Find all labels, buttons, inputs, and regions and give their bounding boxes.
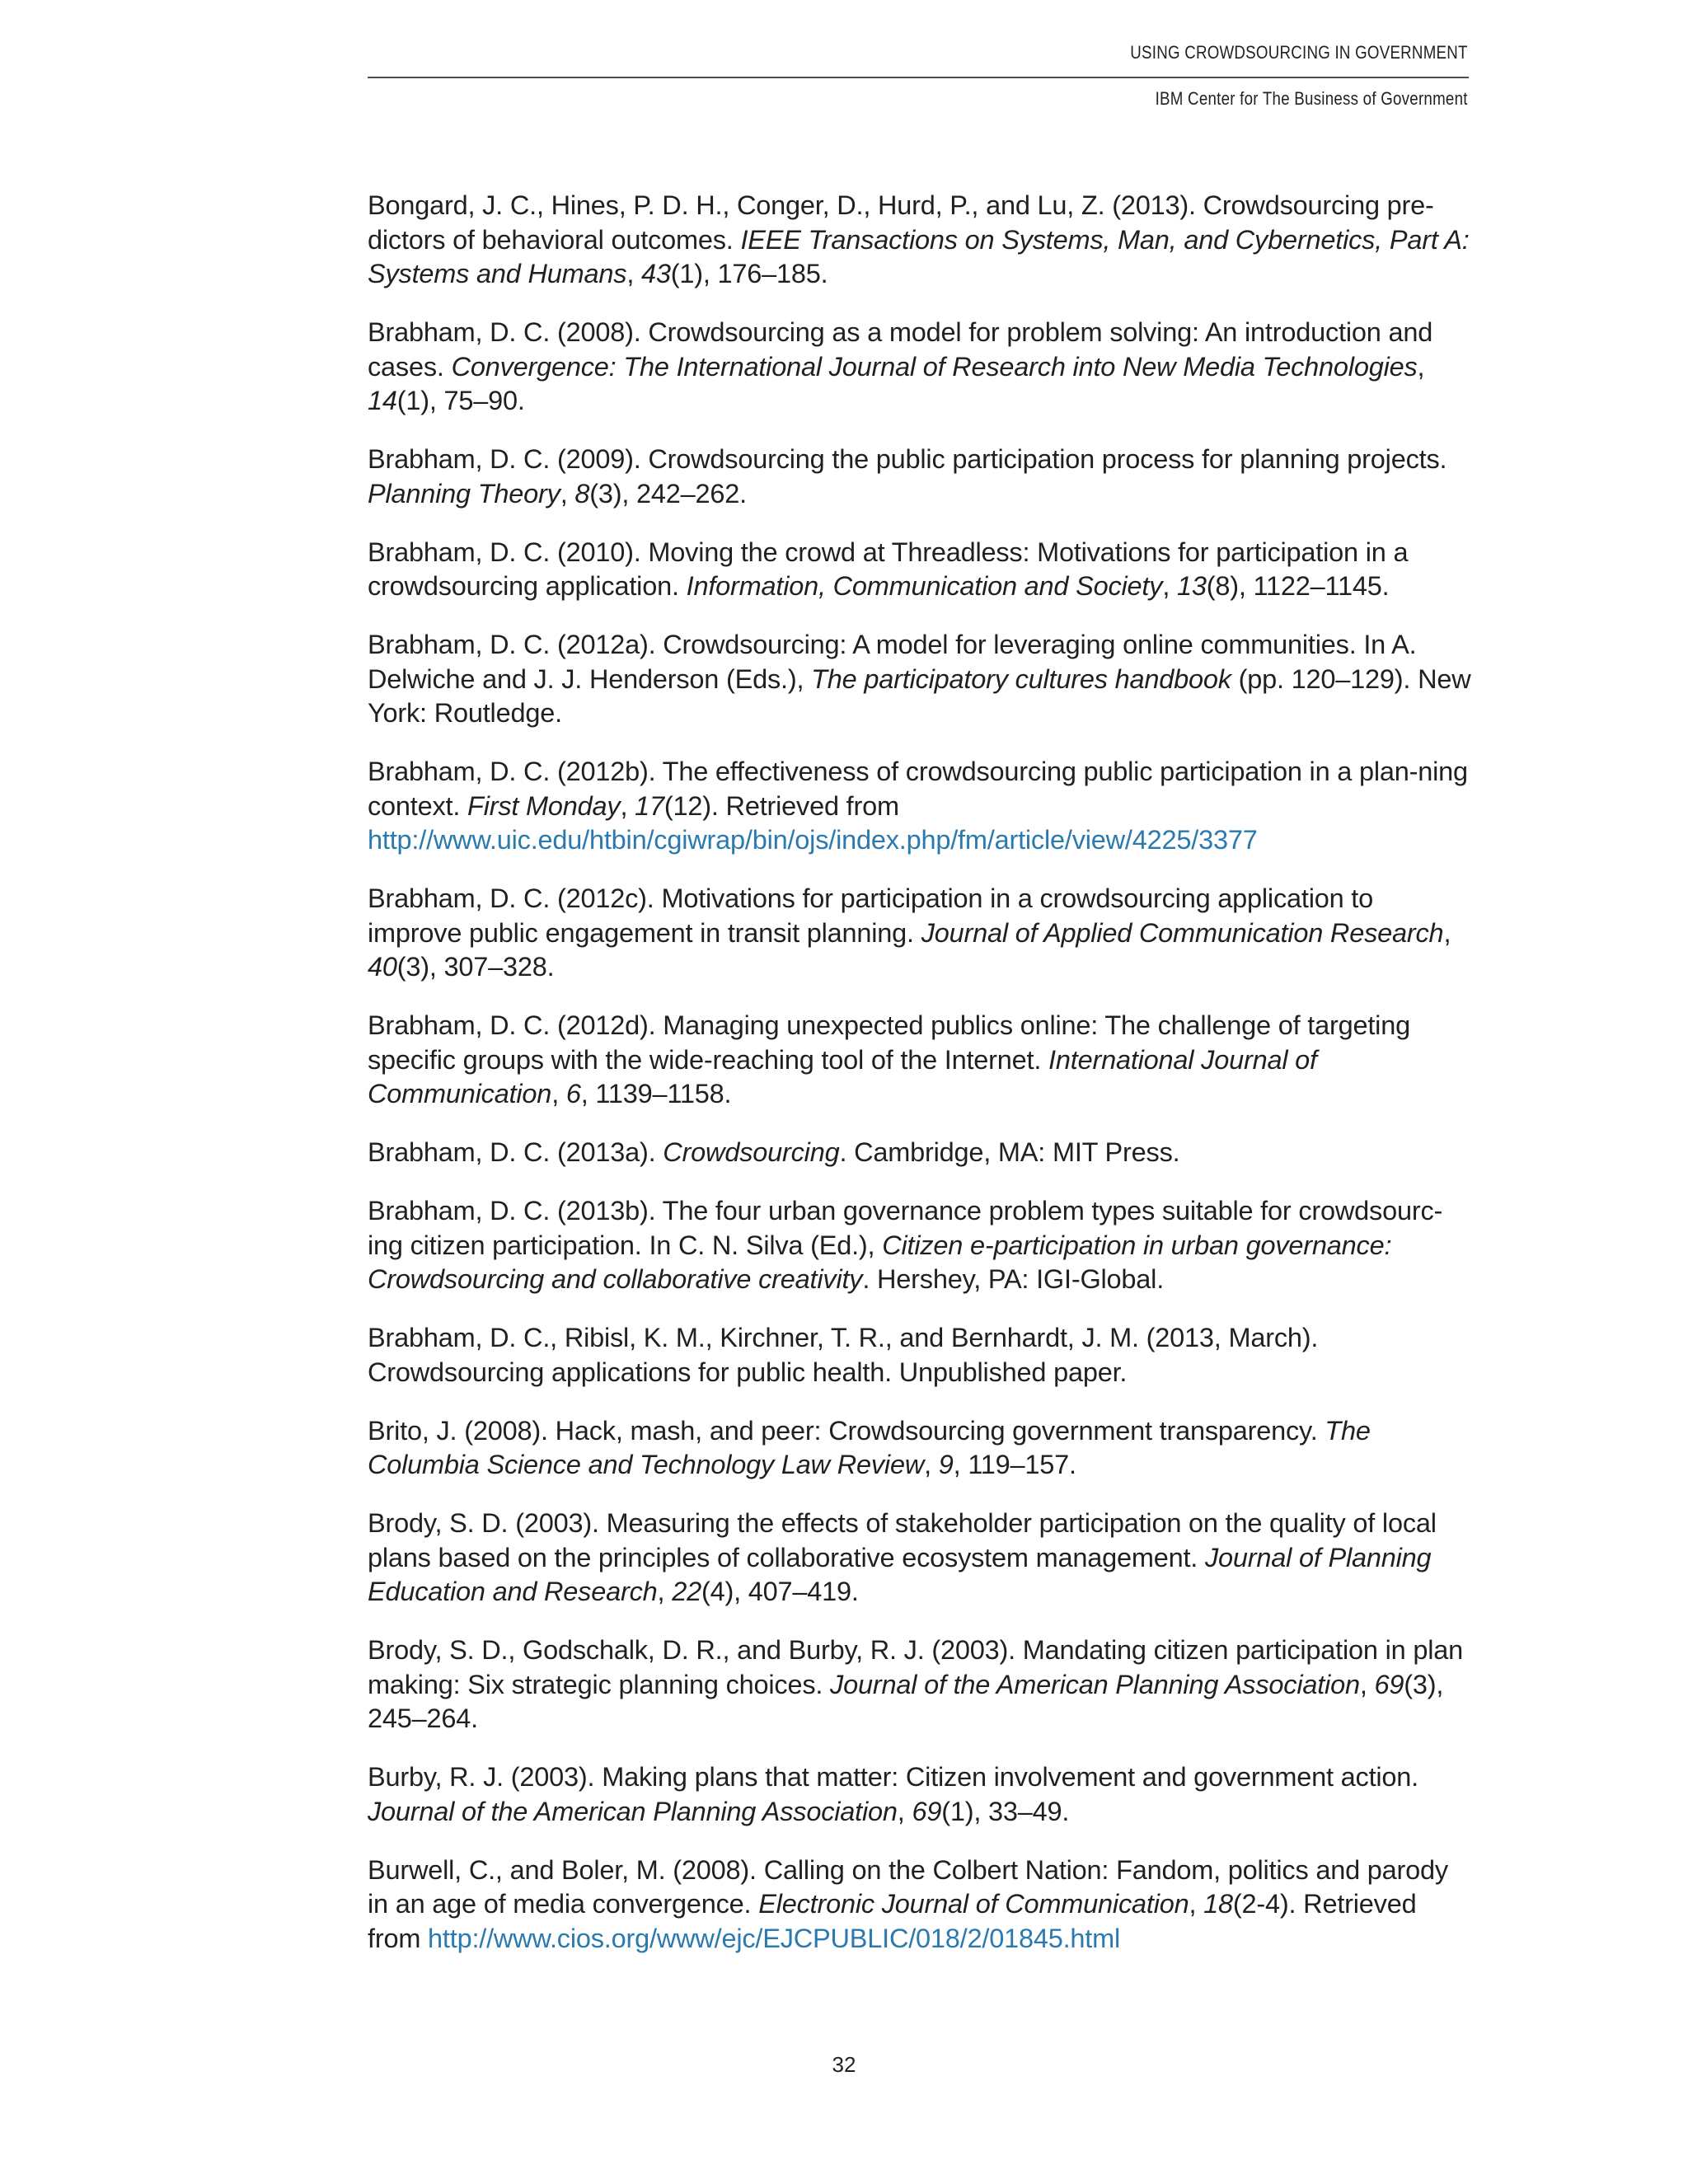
reference-text: Brabham, D. C. (2012d). Managing unexpected publics online: The challenge of targeting specific groups with the wide-reaching tool of the Internet. xyxy=(368,1010,1410,1075)
reference-separator: , xyxy=(924,1450,939,1479)
page-number: 32 xyxy=(832,2052,856,2077)
reference-details: . Hershey, PA: IGI-Global. xyxy=(862,1264,1165,1294)
reference-entry xyxy=(368,1507,1472,1610)
reference-entry xyxy=(368,882,1472,985)
reference-text: Brabham, D. C., Ribisl, K. M., Kirchner, T. R., and Bernhardt, J. M. (2013, March). Crowdsourcing applications for public health. Unpublished paper. xyxy=(368,1323,1319,1387)
reference-text: Brabham, D. C. (2010). Moving the crowd at Threadless: Motivations for participation in a crowdsourcing application. xyxy=(368,537,1409,601)
reference-source-title: First Monday xyxy=(467,790,621,821)
reference-entry xyxy=(368,536,1472,604)
reference-entry xyxy=(368,316,1472,419)
reference-source-title: Citizen e-participation in urban governance: Crowdsourcing and collaborative creativity xyxy=(368,1230,1392,1294)
reference-separator: , xyxy=(897,1796,912,1826)
reference-separator: , xyxy=(657,1577,673,1606)
reference-details: (1), 75–90. xyxy=(396,386,525,415)
reference-list xyxy=(368,189,1472,1980)
reference-separator: , xyxy=(1443,917,1451,948)
reference-separator: , xyxy=(551,1079,566,1108)
reference-details: (pp. 120–129). New York: Routledge. xyxy=(368,663,1471,728)
series-title: USING CROWDSOURCING IN GOVERNMENT xyxy=(1130,42,1468,63)
reference-entry xyxy=(368,1633,1472,1736)
reference-separator: , xyxy=(1359,1669,1375,1699)
reference-separator: , xyxy=(1162,571,1177,601)
reference-source-title: Electronic Journal of Communication xyxy=(758,1889,1189,1919)
reference-text: Brabham, D. C. (2012b). The effectiveness of crowdsourcing public participation in a plan-ning context. xyxy=(368,757,1468,821)
reference-separator: , xyxy=(620,790,635,821)
reference-source-title: The Columbia Science and Technology Law Review xyxy=(368,1415,1371,1479)
reference-entry xyxy=(368,1136,1472,1170)
reference-text: Brabham, D. C. (2009). Crowdsourcing the public participation process for planning projects. xyxy=(368,444,1447,474)
reference-volume: 9 xyxy=(938,1450,954,1479)
reference-text: Brody, S. D., Godschalk, D. R., and Burby, R. J. (2003). Mandating citizen participation in plan making: Six strategic planning choices. xyxy=(368,1635,1463,1699)
reference-source-title: Planning Theory xyxy=(368,478,560,509)
reference-entry xyxy=(368,628,1472,731)
reference-source-title: Journal of Planning Education and Research xyxy=(368,1542,1432,1606)
reference-details: (1), 176–185. xyxy=(670,259,828,288)
reference-details: (3), 307–328. xyxy=(396,952,555,982)
reference-details: (1), 33–49. xyxy=(941,1796,1070,1826)
reference-entry xyxy=(368,1414,1472,1483)
reference-link[interactable]: http://www.uic.edu/htbin/cgiwrap/bin/ojs/index.php/fm/article/view/4225/3377 xyxy=(368,825,1258,855)
reference-source-title: Convergence: The International Journal of Research into New Media Technologies xyxy=(451,351,1418,382)
reference-details: . Cambridge, MA: MIT Press. xyxy=(839,1137,1180,1167)
reference-source-title: Journal of the American Planning Association xyxy=(368,1796,898,1826)
reference-volume: 6 xyxy=(565,1079,581,1108)
reference-details: (3), 242–262. xyxy=(589,478,747,509)
reference-text: Brody, S. D. (2003). Measuring the effects of stakeholder participation on the quality of local plans based on the principles of collaborative ecosystem management. xyxy=(368,1508,1437,1572)
reference-volume: 40 xyxy=(368,952,397,982)
reference-details: , 1139–1158. xyxy=(580,1079,732,1108)
reference-entry xyxy=(368,1009,1472,1112)
reference-text: Burwell, C., and Boler, M. (2008). Calling on the Colbert Nation: Fandom, politics and parody in an age of media convergence. xyxy=(368,1854,1448,1919)
reference-entry xyxy=(368,755,1472,858)
publisher-name: IBM Center for The Business of Government xyxy=(1155,88,1468,109)
reference-separator: , xyxy=(1189,1889,1204,1919)
reference-source-title: Information, Communication and Society xyxy=(686,571,1163,601)
reference-text: Brabham, D. C. (2012a). Crowdsourcing: A model for leveraging online communities. In A. Delwiche and J. J. Henderson (Eds.), xyxy=(368,630,1417,694)
reference-volume: 18 xyxy=(1203,1889,1233,1919)
reference-details: (4), 407–419. xyxy=(701,1577,859,1606)
reference-volume: 69 xyxy=(1374,1669,1404,1699)
reference-details: (3), 245–264. xyxy=(368,1669,1444,1733)
reference-volume: 17 xyxy=(635,790,664,821)
reference-volume: 14 xyxy=(368,386,397,415)
reference-volume: 8 xyxy=(574,478,590,509)
reference-text: Burby, R. J. (2003). Making plans that matter: Citizen involvement and government action. xyxy=(368,1762,1418,1792)
reference-entry xyxy=(368,1854,1472,1957)
reference-text: Brabham, D. C. (2008). Crowdsourcing as a model for problem solving: An introduction and cases. xyxy=(368,317,1433,382)
reference-text: Brito, J. (2008). Hack, mash, and peer: Crowdsourcing government transparency. xyxy=(368,1415,1325,1446)
reference-entry xyxy=(368,1194,1472,1297)
reference-volume: 22 xyxy=(672,1577,701,1606)
reference-source-title: Crowdsourcing xyxy=(663,1137,840,1167)
reference-text: Bongard, J. C., Hines, P. D. H., Conger, D., Hurd, P., and Lu, Z. (2013). Crowdsourcing pre-dictors of behavioral outcomes. xyxy=(368,190,1434,255)
reference-details: , 119–157. xyxy=(953,1450,1076,1479)
running-head xyxy=(1071,36,1468,112)
reference-source-title: Journal of Applied Communication Research xyxy=(921,917,1444,948)
header-rule xyxy=(368,77,1469,78)
reference-entry xyxy=(368,189,1472,292)
reference-separator: , xyxy=(1417,351,1425,382)
reference-source-title: Journal of the American Planning Association xyxy=(830,1669,1360,1699)
reference-text: Brabham, D. C. (2013a). xyxy=(368,1137,663,1167)
reference-text: Brabham, D. C. (2012c). Motivations for participation in a crowdsourcing application to improve public engagement in transit planning. xyxy=(368,883,1373,948)
reference-source-title: The participatory cultures handbook xyxy=(811,663,1231,694)
reference-link[interactable]: http://www.cios.org/www/ejc/EJCPUBLIC/018/2/01845.html xyxy=(428,1923,1121,1953)
reference-volume: 43 xyxy=(640,259,671,288)
reference-volume: 69 xyxy=(912,1796,942,1826)
reference-separator: , xyxy=(626,259,641,288)
reference-source-title: International Journal of Communication xyxy=(368,1044,1317,1108)
reference-entry xyxy=(368,1760,1472,1829)
reference-details: (12). Retrieved from xyxy=(663,790,899,821)
reference-entry xyxy=(368,1321,1472,1390)
reference-text: Brabham, D. C. (2013b). The four urban governance problem types suitable for crowdsourc-ing citizen participation. In C. N. Silva (Ed.), xyxy=(368,1196,1443,1260)
reference-details: (8), 1122–1145. xyxy=(1206,571,1390,601)
reference-source-title: IEEE Transactions on Systems, Man, and Cybernetics, Part A: Systems and Humans xyxy=(368,224,1470,288)
reference-details: (2-4). Retrieved from xyxy=(368,1889,1417,1953)
reference-entry xyxy=(368,443,1472,511)
reference-separator: , xyxy=(560,478,575,509)
reference-volume: 13 xyxy=(1176,571,1207,601)
